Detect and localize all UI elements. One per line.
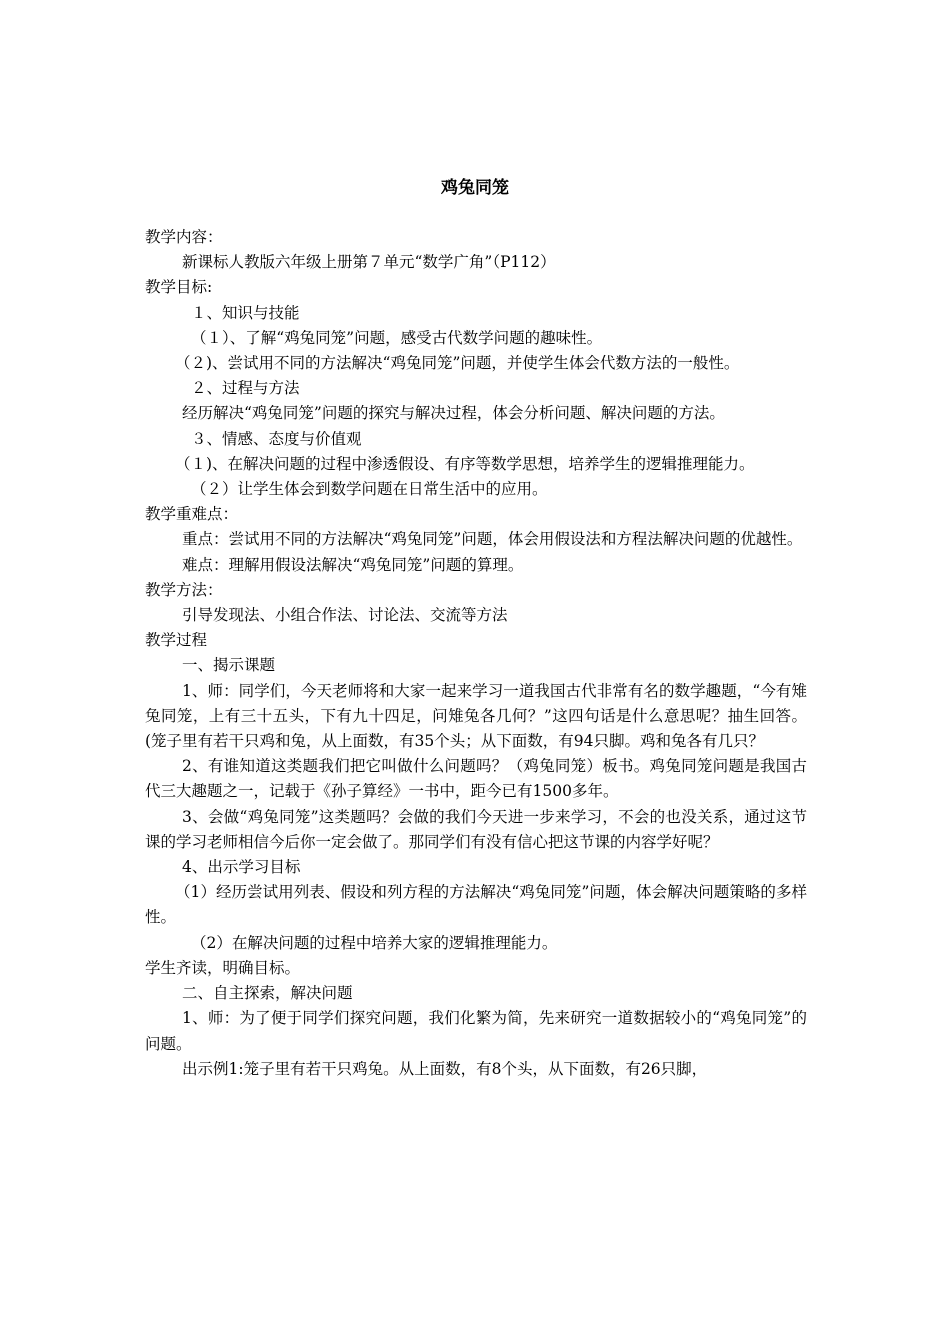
document-title: 鸡兔同笼 bbox=[441, 178, 509, 198]
paragraph: １、知识与技能 bbox=[191, 303, 300, 322]
paragraph: 出示例1:笼子里有若干只鸡兔。从上面数，有8个头，从下面数，有26只脚， bbox=[182, 1059, 708, 1078]
paragraph: 教学重难点： bbox=[145, 505, 239, 524]
paragraph: 重点：尝试用不同的方法解决“鸡兔同笼”问题，体会用假设法和方程法解决问题的优越性。 bbox=[182, 530, 803, 549]
document-body bbox=[145, 225, 807, 1082]
paragraph: ３、情感、态度与价值观 bbox=[191, 429, 362, 448]
paragraph: 教学目标: bbox=[145, 278, 213, 297]
paragraph: （１)、在解决问题的过程中渗透假设、有序等数学思想，培养学生的逻辑推理能力。 bbox=[175, 454, 755, 473]
paragraph: 新课标人教版六年级上册第７单元“数学广角”（P112） bbox=[182, 253, 556, 272]
paragraph: 2、有谁知道这类题我们把它叫做什么问题吗？（鸡兔同笼）板书。鸡兔同笼问题是我国古代三大趣题之一，记载于《孙子算经》一书中，距今已有1500多年。 bbox=[145, 757, 807, 801]
paragraph: （１）、了解“鸡兔同笼”问题，感受古代数学问题的趣味性。 bbox=[191, 328, 603, 347]
paragraph: 难点：理解用假设法解决“鸡兔同笼”问题的算理。 bbox=[182, 555, 524, 574]
paragraph: （２）让学生体会到数学问题在日常生活中的应用。 bbox=[191, 480, 548, 499]
paragraph: （1）经历尝试用列表、假设和列方程的方法解决“鸡兔同笼”问题，体会解决问题策略的多样性。 bbox=[145, 883, 807, 927]
paragraph: 教学过程 bbox=[145, 631, 208, 650]
paragraph: 1、师：同学们，今天老师将和大家一起来学习一道我国古代非常有名的数学趣题，“今有雉兔同笼，上有三十五头，下有九十四足，问雉兔各几何？”这四句话是什么意思呢？抽生回答。(笼子里有若干只鸡和兔，从上面数，有35个头；从下面数，有94只脚。鸡和兔各有几只？ bbox=[145, 681, 807, 751]
paragraph: 3、会做“鸡兔同笼”这类题吗？会做的我们今天进一步来学习，不会的也没关系，通过这节课的学习老师相信今后你一定会做了。那同学们有没有信心把这节课的内容学好呢？ bbox=[145, 807, 807, 851]
paragraph: 一、揭示课题 bbox=[182, 656, 276, 675]
paragraph: 学生齐读，明确目标。 bbox=[145, 958, 301, 977]
paragraph: 经历解决“鸡兔同笼”问题的探究与解决过程，体会分析问题、解决问题的方法。 bbox=[182, 404, 725, 423]
paragraph: 教学方法： bbox=[145, 580, 223, 599]
paragraph: 二、自主探索，解决问题 bbox=[182, 984, 353, 1003]
paragraph: 1、师：为了便于同学们探究问题，我们化繁为简，先来研究一道数据较小的“鸡兔同笼”的问题。 bbox=[145, 1009, 807, 1053]
paragraph: ２、过程与方法 bbox=[191, 379, 300, 398]
paragraph: （2）在解决问题的过程中培养大家的逻辑推理能力。 bbox=[191, 933, 558, 952]
paragraph: 引导发现法、小组合作法、讨论法、交流等方法 bbox=[182, 606, 508, 625]
paragraph: 教学内容： bbox=[145, 228, 223, 246]
paragraph: （２)、尝试用不同的方法解决“鸡兔同笼”问题，并使学生体会代数方法的一般性。 bbox=[175, 354, 740, 373]
paragraph: 4、出示学习目标 bbox=[182, 858, 301, 877]
